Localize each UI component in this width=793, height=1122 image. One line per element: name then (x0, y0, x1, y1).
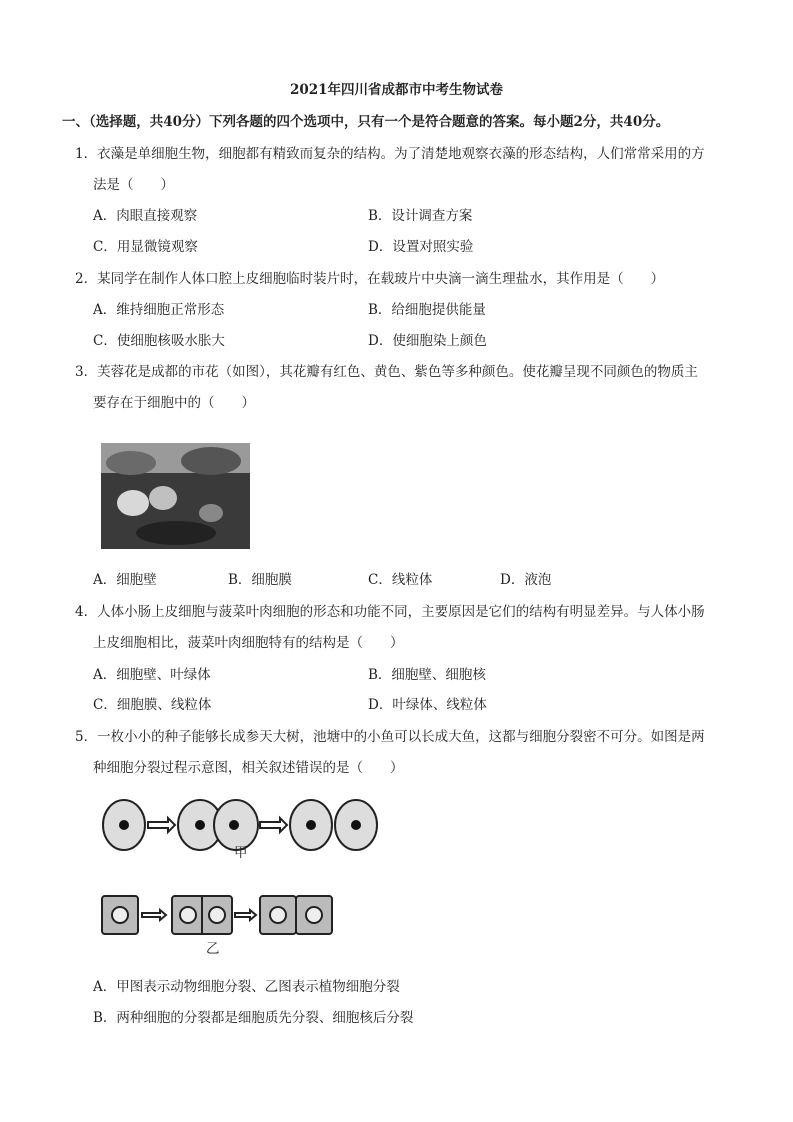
q4-option-a: A．细胞壁、叶绿体 (93, 667, 211, 683)
q1-option-b: B．设计调查方案 (368, 208, 473, 224)
q4-option-c: C．细胞膜、线粒体 (93, 697, 212, 713)
q2-stem: 2．某同学在制作人体口腔上皮细胞临时装片时，在载玻片中央滴一滴生理盐水，其作用是（ ） (75, 271, 665, 287)
q5-option-a: A．甲图表示动物细胞分裂、乙图表示植物细胞分裂 (93, 979, 400, 995)
exam-title: 2021年四川省成都市中考生物试卷 (289, 82, 504, 98)
q1-option-c: C．用显微镜观察 (93, 239, 198, 255)
section-heading: 一、（选择题，共40分）下列各题的四个选项中，只有一个是符合题意的答案。每小题2分，共40分。 (62, 114, 670, 130)
q1-option-a: A．肉眼直接观察 (93, 208, 198, 224)
q4-stem-cont: 上皮细胞相比，菠菜叶肉细胞特有的结构是（ ） (93, 635, 404, 651)
hibiscus-photo (101, 443, 250, 549)
q5-option-b: B．两种细胞的分裂都是细胞质先分裂、细胞核后分裂 (93, 1010, 414, 1026)
plant-cell-division-diagram (100, 893, 335, 938)
q2-option-c: C．使细胞核吸水胀大 (93, 333, 225, 349)
q2-option-b: B．给细胞提供能量 (368, 302, 486, 318)
q4-option-d: D．叶绿体、线粒体 (368, 697, 487, 713)
q3-option-b: B．细胞膜 (228, 572, 292, 588)
figure-label-yi: 乙 (206, 941, 220, 957)
q3-stem: 3．芙蓉花是成都的市花（如图），其花瓣有红色、黄色、紫色等多种颜色。使花瓣呈现不同颜色的物质主 (75, 364, 698, 380)
q1-option-d: D．设置对照实验 (368, 239, 474, 255)
q5-stem: 5．一枚小小的种子能够长成参天大树，池塘中的小鱼可以长成大鱼，这都与细胞分裂密不可分。如图是两 (75, 729, 705, 745)
q3-option-d: D．液泡 (500, 572, 552, 588)
figure-label-jia: 甲 (234, 845, 248, 861)
q5-stem-cont: 种细胞分裂过程示意图，相关叙述错误的是（ ） (93, 760, 404, 776)
q3-stem-cont: 要存在于细胞中的（ ） (93, 395, 255, 411)
q2-option-a: A．维持细胞正常形态 (93, 302, 225, 318)
q4-option-b: B．细胞壁、细胞核 (368, 667, 486, 683)
q3-option-c: C．线粒体 (368, 572, 433, 588)
q2-option-d: D．使细胞染上颜色 (368, 333, 487, 349)
q3-option-a: A．细胞壁 (93, 572, 157, 588)
q1-stem-cont: 法是（ ） (93, 177, 174, 193)
q1-stem: 1．衣藻是单细胞生物，细胞都有精致而复杂的结构。为了清楚地观察衣藻的形态结构，人们常常采用的方 (75, 146, 705, 162)
q4-stem: 4．人体小肠上皮细胞与菠菜叶肉细胞的形态和功能不同，主要原因是它们的结构有明显差异。与人体小肠 (75, 604, 705, 620)
